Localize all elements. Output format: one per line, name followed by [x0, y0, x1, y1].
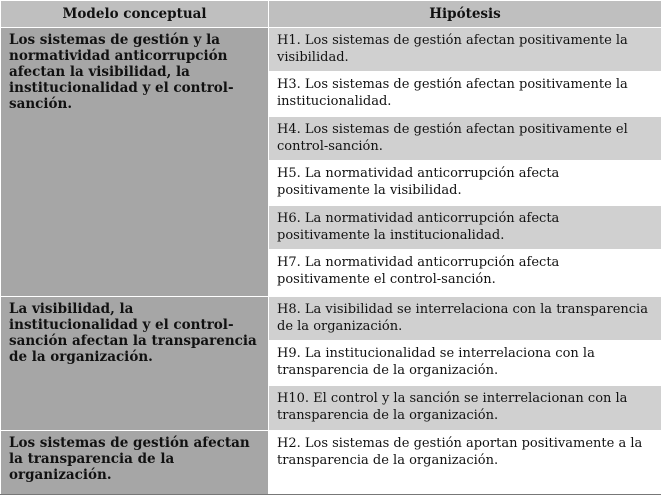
- hypothesis-cell: H2. Los sistemas de gestión aportan positivamente a la transparencia de la organización.: [269, 430, 661, 494]
- model-cell: Los sistemas de gestión afectan la transparencia de la organización.: [1, 430, 269, 494]
- model-cell: La visibilidad, la institucionalidad y el control-sanción afectan la transparencia de la organización.: [1, 296, 269, 430]
- hypothesis-cell: H3. Los sistemas de gestión afectan positivamente la institucionalidad.: [269, 72, 661, 117]
- hypothesis-cell: H8. La visibilidad se interrelaciona con la transparencia de la organización.: [269, 296, 661, 340]
- header-row: [1, 1, 661, 28]
- hypothesis-cell: H1. Los sistemas de gestión afectan positivamente la visibilidad.: [269, 28, 661, 72]
- hypothesis-cell: H4. Los sistemas de gestión afectan positivamente el control-sanción.: [269, 117, 661, 161]
- header-hipotesis: Hipótesis: [269, 1, 661, 28]
- table-row: [1, 28, 661, 72]
- hypothesis-cell: H5. La normatividad anticorrupción afecta positivamente la visibilidad.: [269, 161, 661, 206]
- table-row: [1, 296, 661, 340]
- hypothesis-cell: H9. La institucionalidad se interrelaciona con la transparencia de la organización.: [269, 340, 661, 385]
- header-model-conceptual: Modelo conceptual: [1, 1, 269, 28]
- table-row: [1, 430, 661, 494]
- hypothesis-cell: H10. El control y la sanción se interrelacionan con la transparencia de la organización.: [269, 385, 661, 430]
- hypothesis-cell: H6. La normatividad anticorrupción afecta positivamente la institucionalidad.: [269, 206, 661, 250]
- model-cell: Los sistemas de gestión y la normatividad anticorrupción afectan la visibilidad, la institucionalidad y el control-sanción.: [1, 28, 269, 297]
- hypothesis-cell: H7. La normatividad anticorrupción afecta positivamente el control-sanción.: [269, 250, 661, 296]
